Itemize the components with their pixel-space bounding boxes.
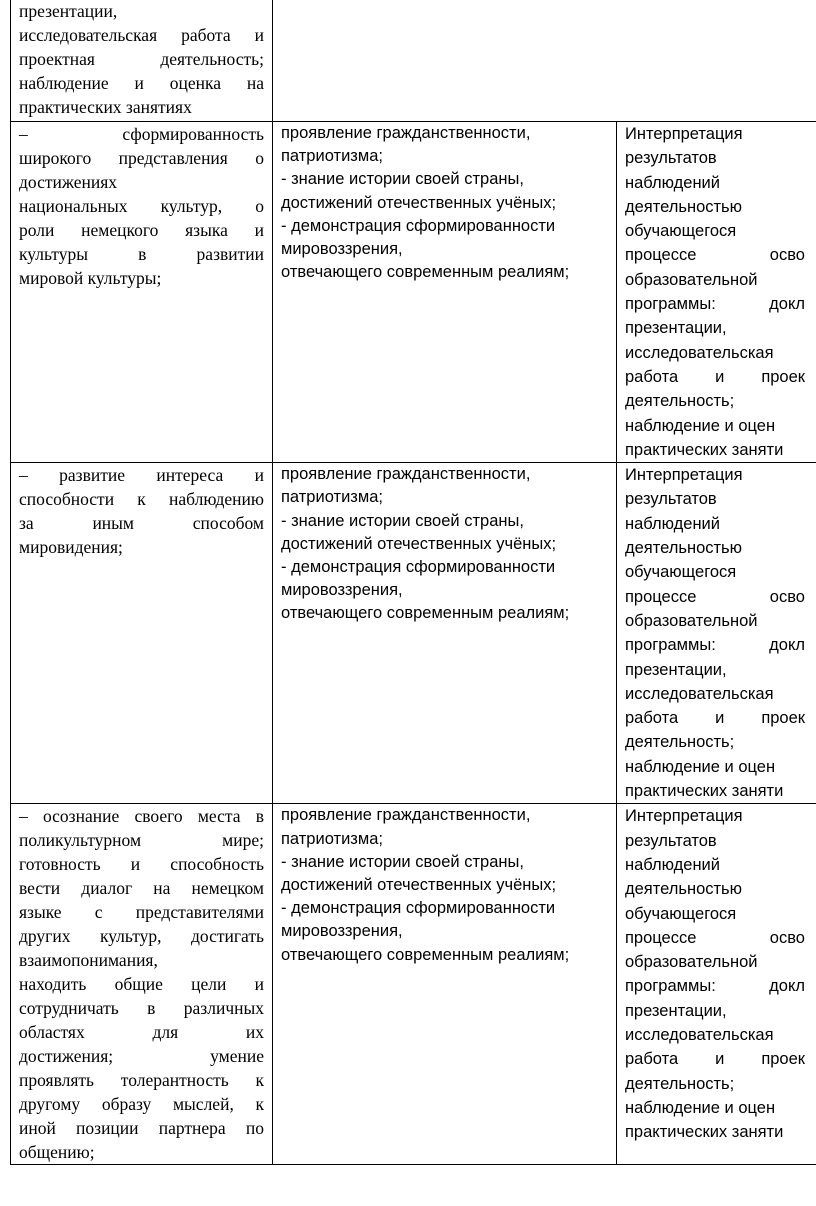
- text-line: процессе осво: [625, 928, 805, 947]
- text-line: наблюдений: [625, 514, 720, 533]
- text-line: - знание истории своей страны,: [281, 170, 524, 189]
- text-line: мировоззрения,: [281, 922, 403, 941]
- text-line: национальных культур, о: [19, 196, 264, 216]
- text-line: проектная деятельность;: [19, 49, 264, 69]
- text-line: обучающегося: [625, 904, 737, 923]
- text-line: – развитие интереса и: [19, 465, 264, 486]
- text-line: роли немецкого языка и: [19, 220, 264, 240]
- table-cell-result: [11, 463, 273, 804]
- text-line: наблюдений: [625, 173, 720, 192]
- text-line: взаимопонимания,: [19, 950, 158, 971]
- text-line: обучающегося: [625, 222, 737, 241]
- text-line: - знание истории своей страны,: [281, 852, 524, 871]
- table-cell-assessment: [617, 804, 816, 1165]
- text-line: за иным способом: [19, 513, 264, 534]
- table-cell-indicators: [273, 463, 617, 804]
- text-line: деятельностью: [625, 880, 743, 899]
- indicators-text: [273, 463, 616, 625]
- text-line: проявление гражданственности,: [281, 124, 531, 142]
- text-line: программы: докл: [625, 636, 805, 655]
- text-line: – сформированность: [19, 124, 264, 144]
- text-line: отвечающего современным реалиям;: [281, 945, 570, 964]
- text-line: презентации,: [625, 660, 727, 679]
- text-line: патриотизма;: [281, 147, 383, 166]
- text-line: образовательной: [625, 611, 758, 630]
- table-cell-result: [11, 122, 273, 463]
- table-cell-assessment: [617, 122, 816, 463]
- text-line: практических заняти: [625, 440, 784, 459]
- text-line: проявление гражданственности,: [281, 806, 531, 825]
- text-line: широкого представления о: [19, 148, 264, 168]
- text-line: исследовательская работа и: [19, 25, 264, 45]
- text-line: мировоззрения,: [281, 581, 403, 600]
- text-line: патриотизма;: [281, 488, 383, 507]
- table-cell-assessment: [617, 463, 816, 804]
- result-text: [11, 804, 272, 1164]
- text-line: мировидения;: [19, 537, 123, 558]
- text-line: практических заняти: [625, 1123, 784, 1142]
- text-line: иной позиции партнера по: [19, 1118, 264, 1139]
- result-text: [11, 122, 272, 290]
- text-line: деятельность;: [625, 733, 735, 752]
- text-line: деятельность;: [625, 392, 735, 411]
- text-line: результатов: [625, 490, 717, 509]
- text-line: процессе осво: [625, 246, 805, 265]
- text-line: работа и проек: [625, 709, 805, 728]
- text-line: наблюдение и оцен: [625, 1098, 776, 1117]
- text-line: языке с представителями: [19, 902, 264, 923]
- text-line: культуры в развитии: [19, 244, 264, 264]
- assessment-text: [617, 463, 816, 803]
- text-line: программы: докл: [625, 977, 805, 996]
- text-line: деятельностью: [625, 539, 743, 558]
- text-line: исследовательская: [625, 1025, 774, 1044]
- text-line: презентации,: [625, 1001, 727, 1020]
- table-row: [11, 463, 816, 804]
- table-cell-result: [11, 0, 273, 122]
- assessment-text: [617, 122, 816, 462]
- table-cell-indicators: [273, 804, 617, 1165]
- text-line: Интерпретация: [625, 466, 743, 485]
- top-fragment-text: [11, 0, 272, 119]
- text-line: другому образу мыслей, к: [19, 1094, 264, 1115]
- text-line: презентации,: [19, 1, 118, 21]
- text-line: практических занятиях: [19, 97, 192, 117]
- text-line: работа и проек: [625, 367, 805, 386]
- text-line: готовность и способность: [19, 854, 264, 875]
- text-line: – осознание своего места в: [19, 806, 264, 827]
- text-line: вести диалог на немецком: [19, 878, 264, 899]
- text-line: достижениях: [19, 172, 118, 192]
- text-line: наблюдение и оцен: [625, 416, 776, 435]
- text-line: обучающегося: [625, 563, 737, 582]
- table-row: [11, 0, 816, 122]
- text-line: поликультурном мире;: [19, 830, 264, 851]
- table-cell-result: [11, 804, 273, 1165]
- text-line: находить общие цели и: [19, 974, 264, 995]
- text-line: деятельностью: [625, 197, 743, 216]
- indicators-text: [273, 804, 616, 966]
- result-text: [11, 463, 272, 559]
- table-row: [11, 804, 816, 1165]
- text-line: сотрудничать в различных: [19, 998, 264, 1019]
- text-line: наблюдений: [625, 855, 720, 874]
- text-line: достижений отечественных учёных;: [281, 193, 557, 212]
- text-line: процессе осво: [625, 587, 805, 606]
- text-line: отвечающего современным реалиям;: [281, 263, 570, 282]
- text-line: исследовательская: [625, 684, 774, 703]
- text-line: исследовательская: [625, 343, 774, 362]
- text-line: результатов: [625, 831, 717, 850]
- text-line: наблюдение и оценка на: [19, 73, 264, 93]
- table-cell-empty: [273, 0, 816, 122]
- text-line: областях для их: [19, 1022, 264, 1043]
- text-line: презентации,: [625, 319, 727, 338]
- text-line: программы: докл: [625, 295, 805, 314]
- table-cell-indicators: [273, 122, 617, 463]
- text-line: мировоззрения,: [281, 240, 403, 259]
- text-line: - демонстрация сформированности: [281, 899, 556, 918]
- text-line: работа и проек: [625, 1050, 805, 1069]
- text-line: Интерпретация: [625, 125, 743, 143]
- text-line: наблюдение и оцен: [625, 757, 776, 776]
- text-line: образовательной: [625, 953, 758, 972]
- text-line: других культур, достигать: [19, 926, 264, 947]
- text-line: результатов: [625, 149, 717, 168]
- text-line: практических заняти: [625, 782, 784, 801]
- text-line: проявление гражданственности,: [281, 465, 531, 484]
- competency-table: [10, 0, 816, 1165]
- text-line: - знание истории своей страны,: [281, 511, 524, 530]
- text-line: - демонстрация сформированности: [281, 557, 556, 576]
- assessment-text: [617, 804, 816, 1144]
- text-line: достижений отечественных учёных;: [281, 534, 557, 553]
- text-line: достижения; умение: [19, 1046, 264, 1067]
- text-line: патриотизма;: [281, 829, 383, 848]
- text-line: достижений отечественных учёных;: [281, 875, 557, 894]
- text-line: способности к наблюдению: [19, 489, 264, 510]
- indicators-text: [273, 122, 616, 284]
- text-line: проявлять толерантность к: [19, 1070, 264, 1091]
- text-line: - демонстрация сформированности: [281, 216, 556, 235]
- text-line: отвечающего современным реалиям;: [281, 604, 570, 623]
- text-line: мировой культуры;: [19, 268, 162, 288]
- text-line: образовательной: [625, 270, 758, 289]
- text-line: деятельность;: [625, 1074, 735, 1093]
- table-row: [11, 122, 816, 463]
- text-line: общению;: [19, 1142, 95, 1163]
- text-line: Интерпретация: [625, 807, 743, 826]
